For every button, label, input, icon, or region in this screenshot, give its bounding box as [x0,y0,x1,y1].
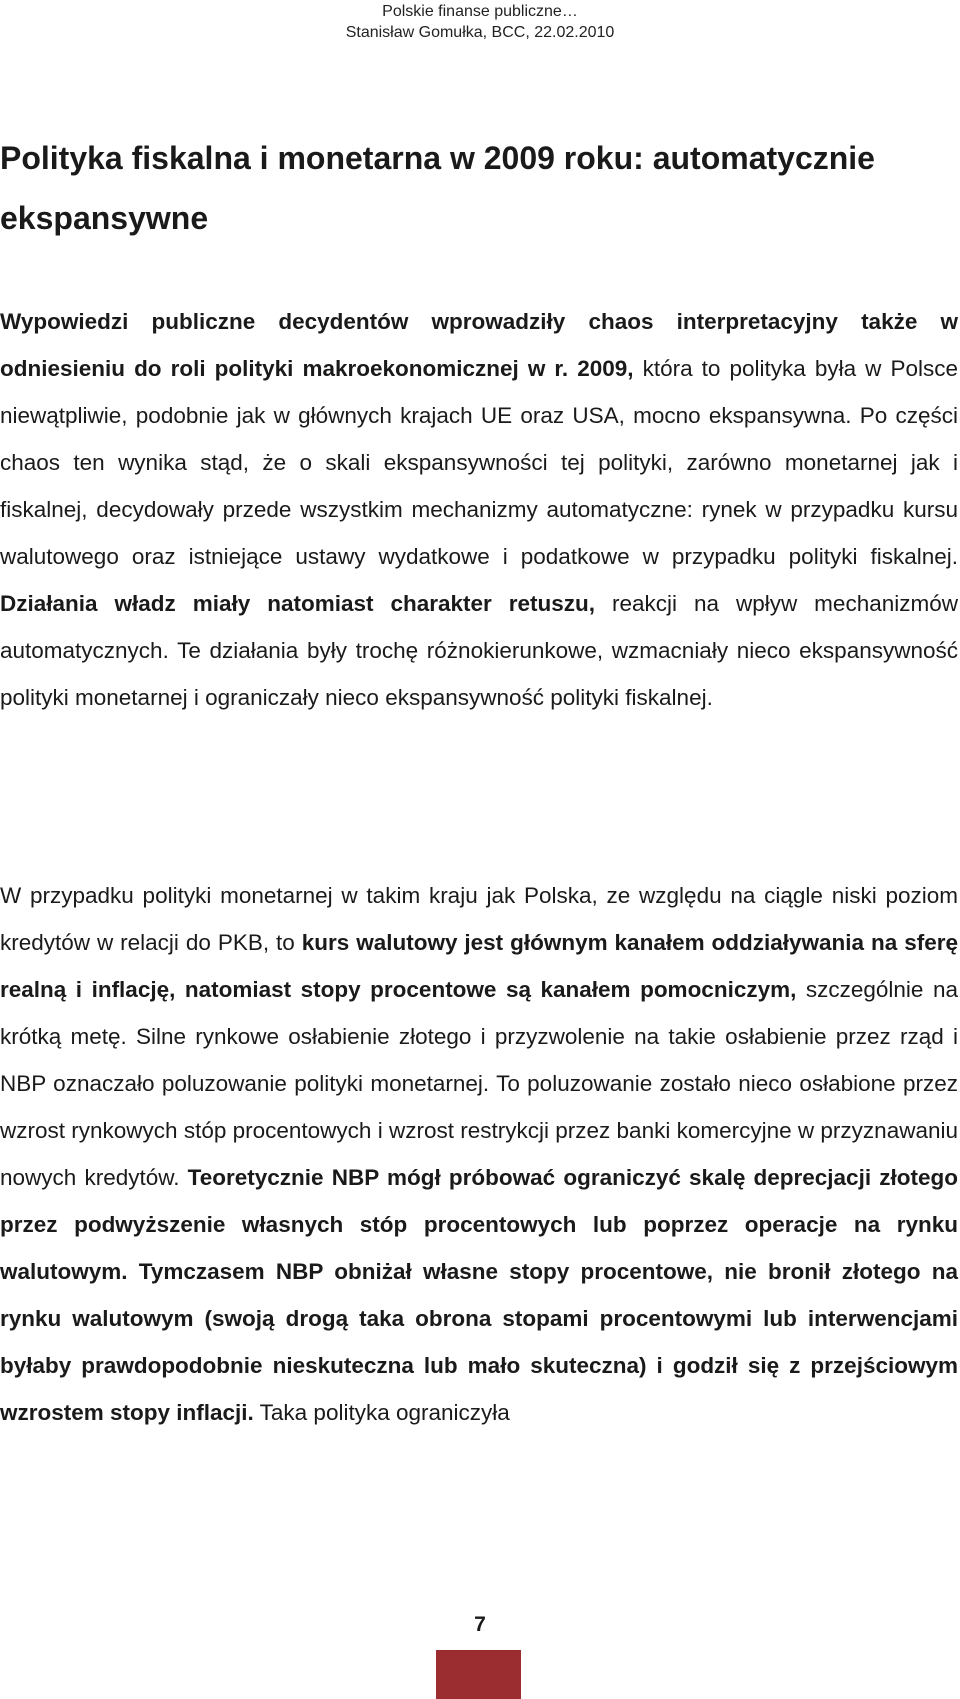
paragraph-1-text-2: reakcji na wpływ mechanizmów automatycznych. Te działania były trochę różnokierunkowe, wzmacniały nieco ekspansywność polityki monetarnej i ograniczały nieco ekspansywność polityki fiskalnej. [0,591,958,710]
paragraph-2-bold-1: kurs walutowy jest głównym kanałem oddziaływania na sferę realną i inflację, natomiast stopy procentowe są kanałem pomocniczym, [0,930,958,1002]
paragraph-1 [0,298,958,721]
header-title: Polskie finanse publiczne… [382,3,578,20]
page-number: 7 [474,1613,486,1636]
paragraph-2-bold-2: Teoretycznie NBP mógł próbować ograniczyć skalę deprecjacji złotego przez podwyższenie własnych stóp procentowych lub poprzez operacje na rynku walutowym. Tymczasem NBP obniżał własne stopy procentowe, nie bronił złotego na rynku walutowym (swoją drogą taka obrona stopami procentowymi lub interwencjami byłaby prawdopodobnie nieskuteczna lub mało skuteczna) i godził się z przejściowym wzrostem stopy inflacji. [0,1165,958,1425]
header-author-date: Stanisław Gomułka, BCC, 22.02.2010 [345,24,615,41]
paragraph-1-text-1: która to polityka była w Polsce niewątpliwie, podobnie jak w głównych krajach UE oraz USA, mocno ekspansywna. Po części chaos ten wynika stąd, że o skali ekspansywności tej polityki, zarówno monetarnej jak i fiskalnej, decydowały przede wszystkim mechanizmy automatyczne: rynek w przypadku kursu walutowego oraz istniejące ustawy wydatkowe i podatkowe w przypadku polityki fiskalnej. [0,356,959,569]
section-title: Polityka fiskalna i monetarna w 2009 roku: automatycznie ekspansywne [0,140,875,236]
paragraph-1-bold-2: Działania władz miały natomiast charakter retuszu, [0,591,596,616]
paragraph-2 [0,872,958,1436]
footer-color-bar [436,1650,521,1699]
paragraph-1-bold-1: Wypowiedzi publiczne decydentów wprowadziły chaos interpretacyjny także w odniesieniu do roli polityki makroekonomicznej w r. 2009, [0,309,958,381]
paragraph-2-text-2: szczególnie na krótką metę. Silne rynkowe osłabienie złotego i przyzwolenie na takie osłabienie przez rząd i NBP oznaczało poluzowanie polityki monetarnej. To poluzowanie zostało nieco osłabione przez wzrost rynkowych stóp procentowych i wzrost restrykcji przez banki komercyjne w przyznawaniu nowych kredytów. [0,977,958,1190]
paragraph-2-text-1: W przypadku polityki monetarnej w takim kraju jak Polska, ze względu na ciągle niski poziom kredytów w relacji do PKB, to [0,883,958,955]
paragraph-2-text-3: Taka polityka ograniczyła [253,1400,510,1425]
page-header [0,0,960,43]
